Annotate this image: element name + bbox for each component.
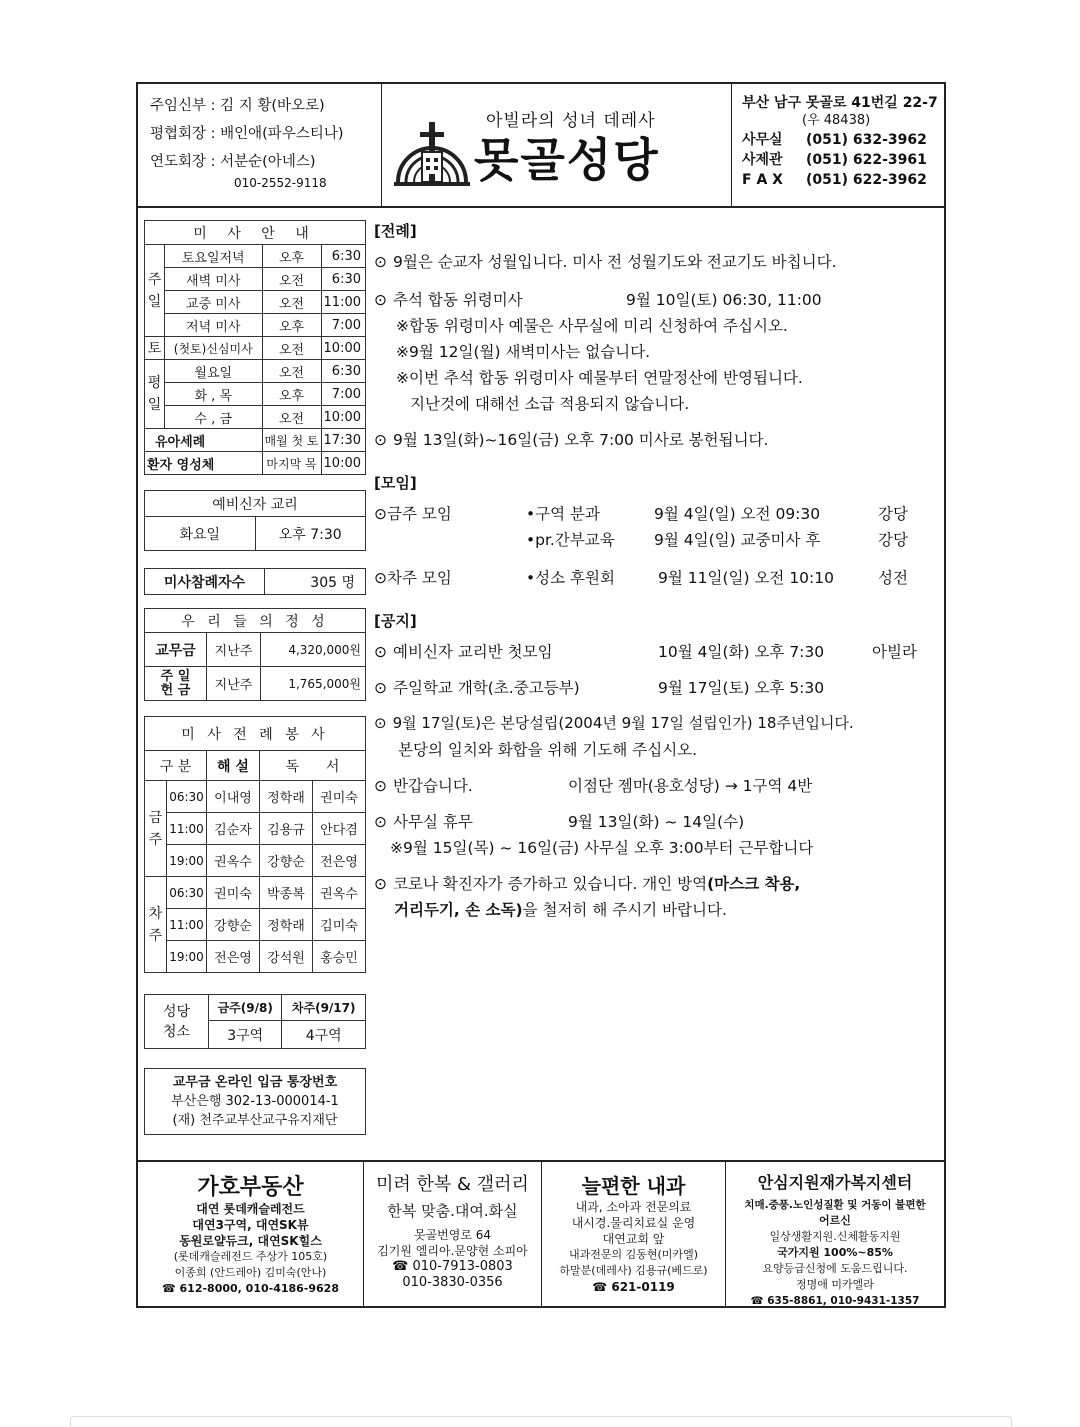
ad-line: 어르신: [819, 1214, 851, 1227]
server-reader: 김미숙: [313, 909, 366, 941]
server-reader: 정학래: [260, 781, 313, 813]
bullet-icon: ⊙: [374, 777, 387, 795]
server-commentator: 이내영: [207, 781, 260, 813]
bottom-panel-edge: [70, 1416, 1012, 1427]
server-time: 06:30: [167, 877, 207, 909]
mass-ampm: 오전: [262, 291, 321, 314]
notice-item: ⊙ 예비신자 교리반 첫모임: [374, 643, 553, 661]
church-address: 부산 남구 못골로 41번길 22-7: [742, 95, 938, 111]
mass-time: 10:00: [321, 337, 365, 360]
servers-title: 미 사 전 례 봉 사: [145, 717, 366, 751]
server-time: 06:30: [167, 781, 207, 813]
zip-code: (우 48438): [802, 113, 871, 128]
ad-line: 대연 롯데캐슬레전드: [196, 1202, 305, 1216]
servers-header-type: 구 분: [145, 751, 207, 781]
meeting-title: [모임]: [374, 474, 417, 492]
attendance-box: [144, 568, 366, 595]
bulletin-header: [138, 84, 944, 208]
cleaning-this-week: 3구역: [209, 1021, 282, 1049]
servers-box: [144, 716, 366, 973]
ad-title: 안심지원재가복지센터: [757, 1173, 913, 1192]
ad-line: ☎ 635-8861, 010-9431-1357: [750, 1295, 920, 1307]
offering-amount: 4,320,000원: [261, 633, 366, 667]
meeting-group: •성소 후원회: [526, 569, 615, 587]
server-commentator: 강향순: [207, 909, 260, 941]
bullet-icon: ⊙: [374, 505, 387, 523]
mass-name: 교중 미사: [164, 291, 262, 314]
bullet-icon: ⊙: [374, 253, 387, 271]
notice-note: 거리두기, 손 소독)을 철저히 해 주시기 바랍니다.: [394, 901, 727, 919]
notice-item: ⊙ 사무실 휴무: [374, 813, 473, 831]
mass-name: 월요일: [164, 360, 262, 383]
saturday-label: 토: [145, 337, 165, 360]
mass-ampm: 오전: [262, 406, 321, 429]
offering-label: 교무금: [145, 633, 207, 667]
server-time: 11:00: [167, 909, 207, 941]
ad-line: 못골번영로 64: [413, 1228, 492, 1242]
mass-name: 화 , 목: [164, 383, 262, 406]
cleaning-next-week: 4구역: [282, 1021, 366, 1049]
notice-place: 아빌라: [872, 643, 917, 661]
legion-phone: 010-2552-9118: [234, 176, 327, 190]
notice-title: [공지]: [374, 612, 417, 630]
mass-time: 6:30: [321, 360, 365, 383]
mass-time: 7:00: [321, 314, 365, 337]
ad-line: 내과, 소아과 전문의료: [575, 1200, 692, 1214]
ad-line: 이종희 (안드레아) 김미숙(안나): [174, 1266, 327, 1279]
offering-amount: 1,765,000원: [261, 667, 366, 701]
mass-time: 10:00: [321, 406, 365, 429]
notice-note: ※9월 15일(목) ~ 16일(금) 사무실 오후 3:00부터 근무합니다: [390, 839, 814, 857]
sunday-label: 주일: [145, 245, 165, 337]
servers-header-reader: 독 서: [260, 751, 366, 781]
ad-title: 늘편한 내과: [581, 1174, 686, 1198]
bullet-icon: ⊙: [374, 813, 387, 831]
ad-line: 대연교회 앞: [602, 1232, 665, 1246]
ad-welfare-center: [726, 1162, 944, 1308]
bullet-icon: ⊙: [374, 875, 387, 893]
ad-title: 가호부동산: [197, 1175, 304, 1200]
server-commentator: 김순자: [207, 813, 260, 845]
cleaning-table: [144, 994, 366, 1049]
offerings-title: 우 리 들 의 정 성: [145, 609, 366, 633]
ad-hanbok: [364, 1162, 542, 1308]
server-reader: 안다겸: [313, 813, 366, 845]
attendance-label: 미사참례자수: [145, 569, 265, 595]
server-reader: 김용규: [260, 813, 313, 845]
meeting-group: •구역 분과: [526, 505, 600, 523]
cleaning-next-week-label: 차주(9/17): [282, 995, 366, 1021]
meeting-time: 9월 11일(일) 오전 10:10: [658, 569, 834, 587]
mass-name: (첫토)신심미사: [164, 337, 262, 360]
ad-subtitle: 한복 맞춤.대여.화실: [387, 1202, 518, 1220]
bullet-icon: ⊙: [374, 431, 387, 449]
servers-header-commentator: 해 설: [207, 751, 260, 781]
notice-item: ⊙ 반갑습니다.: [374, 777, 473, 795]
liturgy-item: ⊙ 9월은 순교자 성월입니다. 미사 전 성월기도와 전교기도 바칩니다.: [374, 253, 837, 271]
mass-schedule-box: [144, 220, 366, 475]
ad-line: ☎ 621-0119: [592, 1280, 675, 1294]
infant-baptism-day: 매월 첫 토: [262, 429, 321, 452]
bulletin-page: [136, 82, 946, 1308]
server-reader: 강향순: [260, 845, 313, 877]
account-box: [144, 1068, 366, 1135]
liturgy-item: ⊙ 추석 합동 위령미사 9월 10일(토) 06:30, 11:00: [374, 291, 822, 309]
ad-line: 내과전문의 김동현(미카엘): [569, 1248, 698, 1261]
liturgy-item: ⊙ 9월 13일(화)~16일(금) 오후 7:00 미사로 봉헌됩니다.: [374, 431, 769, 449]
server-commentator: 권옥수: [207, 845, 260, 877]
account-info: [144, 1068, 366, 1135]
notice-time: 9월 17일(토) 오후 5:30: [658, 679, 825, 697]
server-commentator: 권미숙: [207, 877, 260, 909]
header-staff: [138, 84, 382, 206]
sick-communion-label: 환자 영성체: [145, 452, 263, 475]
ad-line: 일상생활지원.신체활동지원: [769, 1230, 901, 1243]
this-week-label: 금주: [145, 781, 167, 877]
ad-line: 010-3830-0356: [402, 1275, 503, 1290]
legion-chair: 연도회장 : 서분순(아네스): [150, 154, 316, 170]
ad-line: 대연3구역, 대연SK뷰: [192, 1218, 309, 1232]
fax-contact: F A X (051) 622-3962: [742, 172, 927, 188]
mass-time: 11:00: [321, 291, 365, 314]
mass-ampm: 오전: [262, 337, 321, 360]
sick-communion-day: 마지막 목: [262, 452, 321, 475]
next-week-label: 차주: [145, 877, 167, 973]
mass-time: 7:00: [321, 383, 365, 406]
server-reader: 홍승민: [313, 941, 366, 973]
server-reader: 권미숙: [313, 781, 366, 813]
server-time: 11:00: [167, 813, 207, 845]
notice-time: 10월 4일(화) 오후 7:30: [658, 643, 825, 661]
meeting-group: •pr.간부교육: [526, 531, 615, 549]
offering-period: 지난주: [207, 633, 261, 667]
bullet-icon: ⊙: [374, 569, 387, 587]
ad-line: ☎ 010-7913-0803: [392, 1259, 513, 1274]
meeting-time: 9월 4일(일) 교중미사 후: [654, 531, 821, 549]
offerings-table: [144, 608, 366, 701]
cleaning-box: [144, 994, 366, 1049]
ad-line: 하말분(데레사) 김용규(베드로): [559, 1264, 708, 1277]
notice-note: 본당의 일치와 화합을 위해 기도해 주십시오.: [398, 741, 698, 759]
ad-line: 김기원 엘리아.문양현 소피아: [377, 1244, 528, 1258]
liturgy-note: ※합동 위령미사 예물은 사무실에 미리 신청하여 주십시오.: [396, 317, 788, 335]
bullet-icon: ⊙: [374, 679, 387, 697]
ad-line: 요양등급신청에 도움드립니다.: [762, 1262, 908, 1275]
header-title: [382, 84, 732, 206]
servers-table: [144, 716, 366, 973]
mass-name: 토요일저녁: [164, 245, 262, 268]
server-commentator: 전은영: [207, 941, 260, 973]
notice-detail: 이점단 젬마(용호성당) → 1구역 4반: [568, 777, 813, 795]
catechumen-day: 화요일: [145, 517, 256, 551]
weekday-label: 평일: [145, 360, 165, 429]
notice-item: ⊙ 주일학교 개학(초.중고등부): [374, 679, 580, 697]
bullet-icon: ⊙: [374, 714, 387, 732]
offering-label: 주 일 헌 금: [145, 667, 207, 701]
footer-ads: [138, 1160, 944, 1308]
liturgy-note: ※9월 12일(월) 새벽미사는 없습니다.: [396, 343, 651, 361]
cleaning-label: 성당 청소: [145, 995, 209, 1049]
ad-line: 국가지원 100%~85%: [777, 1246, 893, 1259]
infant-baptism-label: 유아세례: [145, 429, 263, 452]
server-reader: 권옥수: [313, 877, 366, 909]
attendance-value: 305 명: [265, 569, 366, 595]
meeting-place: 강당: [878, 505, 908, 523]
ad-line: 동원로얄듀크, 대연SK힐스: [179, 1234, 322, 1248]
catechumen-table: [144, 490, 366, 551]
server-time: 19:00: [167, 845, 207, 877]
ad-realestate: [138, 1162, 364, 1308]
rectory-contact: 사제관 (051) 622-3961: [742, 152, 927, 168]
bullet-icon: ⊙: [374, 643, 387, 661]
ad-title: 미려 한복 & 갤러리: [376, 1174, 529, 1195]
infant-baptism-time: 17:30: [321, 429, 365, 452]
cleaning-this-week-label: 금주(9/8): [209, 995, 282, 1021]
account-title: 교무금 온라인 입금 통장번호: [172, 1075, 338, 1090]
server-reader: 박종복: [260, 877, 313, 909]
mass-ampm: 오후: [262, 383, 321, 406]
server-reader: 강석원: [260, 941, 313, 973]
account-bank: 부산은행 302-13-000014-1: [171, 1094, 339, 1109]
meeting-item: ⊙금주 모임: [374, 505, 452, 523]
meeting-item: ⊙차주 모임: [374, 569, 452, 587]
meeting-place: 강당: [878, 531, 908, 549]
mass-ampm: 오후: [262, 245, 321, 268]
pastor: 주임신부 : 김 지 황(바오로): [150, 98, 325, 114]
catechumen-box: [144, 490, 366, 551]
account-holder: (재) 천주교부산교구유지재단: [172, 1113, 338, 1128]
patron-subtitle: 아빌라의 성녀 데레사: [486, 111, 656, 131]
council-chair: 평협회장 : 배인애(파우스티나): [150, 126, 344, 142]
meeting-place: 성전: [878, 569, 908, 587]
mass-name: 저녁 미사: [164, 314, 262, 337]
bullet-icon: ⊙: [374, 291, 387, 309]
ad-line: 내시경.물리치료실 운영: [571, 1216, 696, 1230]
liturgy-title: [전례]: [374, 222, 417, 240]
server-time: 19:00: [167, 941, 207, 973]
liturgy-note: 지난것에 대해선 소급 적용되지 않습니다.: [410, 395, 690, 413]
meeting-time: 9월 4일(일) 오전 09:30: [654, 505, 821, 523]
server-reader: 전은영: [313, 845, 366, 877]
notice-item: ⊙ 9월 17일(토)은 본당설립(2004년 9월 17일 설립인가) 18주년입니다.: [374, 714, 854, 732]
server-reader: 정학래: [260, 909, 313, 941]
notice-item: ⊙ 코로나 확진자가 증가하고 있습니다. 개인 방역(마스크 착용,: [374, 875, 801, 893]
liturgy-note: ※이번 추석 합동 위령미사 예물부터 연말정산에 반영됩니다.: [396, 369, 803, 387]
mass-ampm: 오후: [262, 314, 321, 337]
mass-ampm: 오전: [262, 360, 321, 383]
notice-time: 9월 13일(화) ~ 14일(수): [568, 813, 745, 831]
church-name: 못골성당: [474, 133, 660, 187]
mass-name: 새벽 미사: [164, 268, 262, 291]
ad-line: (롯데캐슬레전드 주상가 105호): [173, 1250, 328, 1263]
office-contact: 사무실 (051) 632-3962: [742, 132, 927, 148]
mass-time: 6:30: [321, 268, 365, 291]
ad-line: ☎ 612-8000, 010-4186-9628: [161, 1282, 339, 1295]
ad-line: 치매.중풍.노인성질환 및 거동이 불편한: [744, 1199, 926, 1211]
catechumen-title: 예비신자 교리: [145, 491, 366, 517]
mass-schedule-table: [144, 220, 366, 475]
offerings-box: [144, 608, 366, 701]
ad-line: 정명애 미카엘라: [796, 1278, 874, 1291]
mass-name: 수 , 금: [164, 406, 262, 429]
mass-ampm: 오전: [262, 268, 321, 291]
header-contact: [732, 84, 944, 206]
offering-period: 지난주: [207, 667, 261, 701]
sick-communion-time: 10:00: [321, 452, 365, 475]
mass-time: 6:30: [321, 245, 365, 268]
attendance-table: [144, 568, 366, 595]
catechumen-time: 오후 7:30: [255, 517, 366, 551]
church-logo-icon: [392, 116, 472, 190]
mass-schedule-title: 미 사 안 내: [145, 221, 366, 245]
ad-clinic: [542, 1162, 726, 1308]
